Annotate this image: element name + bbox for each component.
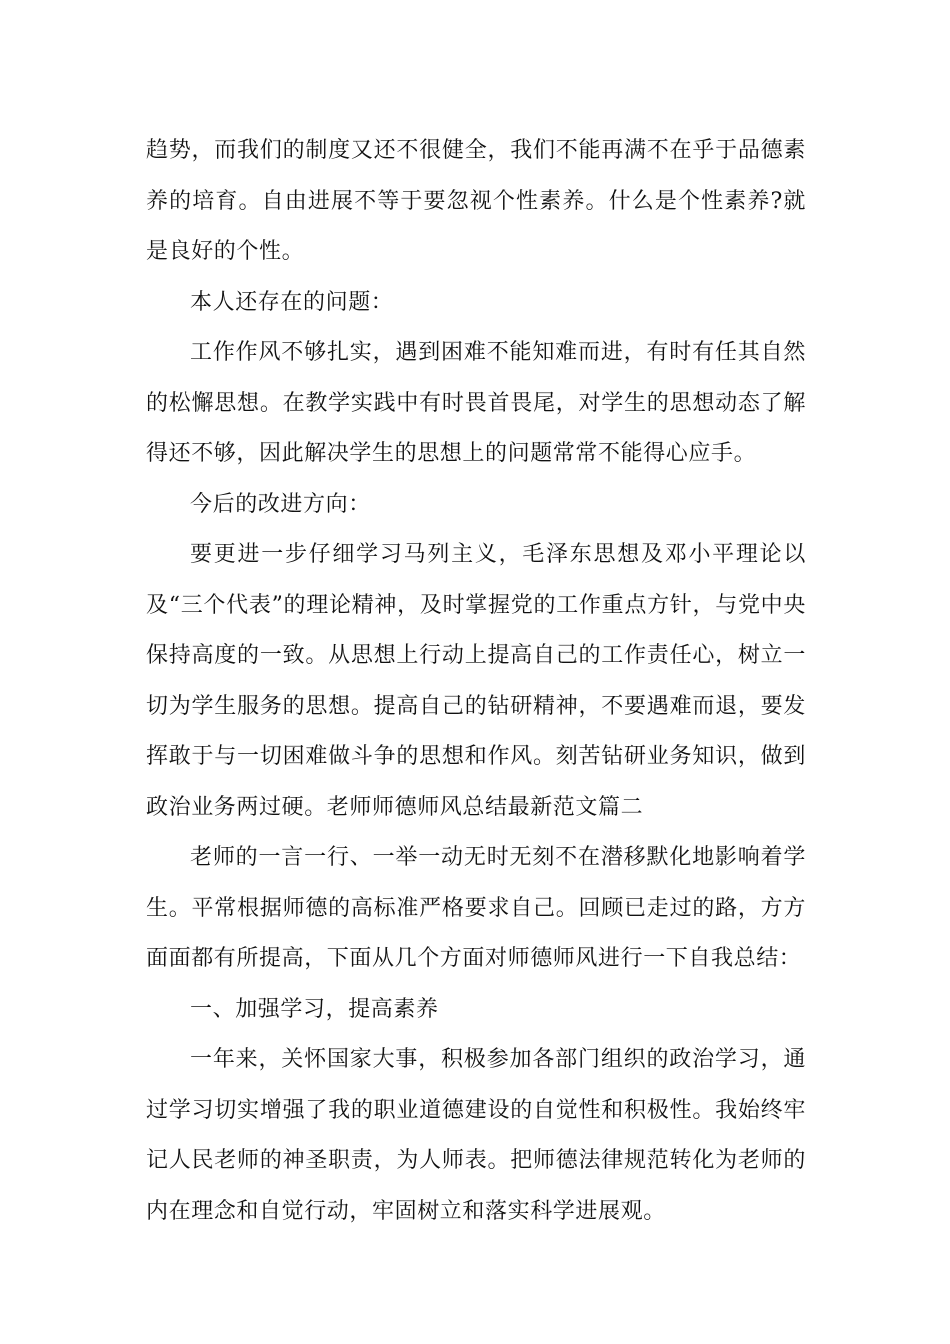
paragraph-improvement: 要更进一步仔细学习马列主义，毛泽东思想及邓小平理论以及“三个代表”的理论精神，及时掌握党的工作重点方针，与党中央保持高度的一致。从思想上行动上提高自己的工作责任心，树立一切为学生服务的思想。提高自己的钻研精神，不要遇难而退，要发挥敢于与一切困难做斗争的思想和作风。刻苦钻研业务知识，做到政治业务两过硬。老师师德师风总结最新范文篇二	[146, 542, 806, 820]
paragraph-problems: 工作作风不够扎实，遇到困难不能知难而进，有时有任其自然的松懈思想。在教学实践中有时畏首畏尾，对学生的思想动态了解得还不够，因此解决学生的思想上的问题常常不能得心应手。	[146, 340, 806, 466]
document-body	[146, 126, 806, 1237]
paragraph-section-one: 一年来，关怀国家大事，积极参加各部门组织的政治学习，通过学习切实增强了我的职业道德建设的自觉性和积极性。我始终牢记人民老师的神圣职责，为人师表。把师德法律规范转化为老师的内在理念和自觉行动，牢固树立和落实科学进展观。	[146, 1047, 806, 1224]
paragraph-continuation: 趋势，而我们的制度又还不很健全，我们不能再满不在乎于品德素养的培育。自由进展不等于要忽视个性素养。什么是个性素养?就是良好的个性。	[146, 138, 806, 264]
paragraph-intro-part-two: 老师的一言一行、一举一动无时无刻不在潜移默化地影响着学生。平常根据师德的高标准严格要求自己。回顾已走过的路，方方面面都有所提高，下面从几个方面对师德师风进行一下自我总结：	[146, 845, 806, 971]
paragraph-heading-problems: 本人还存在的问题：	[190, 289, 394, 315]
paragraph-section-heading-one: 一、加强学习，提高素养	[190, 996, 439, 1022]
paragraph-heading-improvement: 今后的改进方向：	[190, 491, 371, 517]
